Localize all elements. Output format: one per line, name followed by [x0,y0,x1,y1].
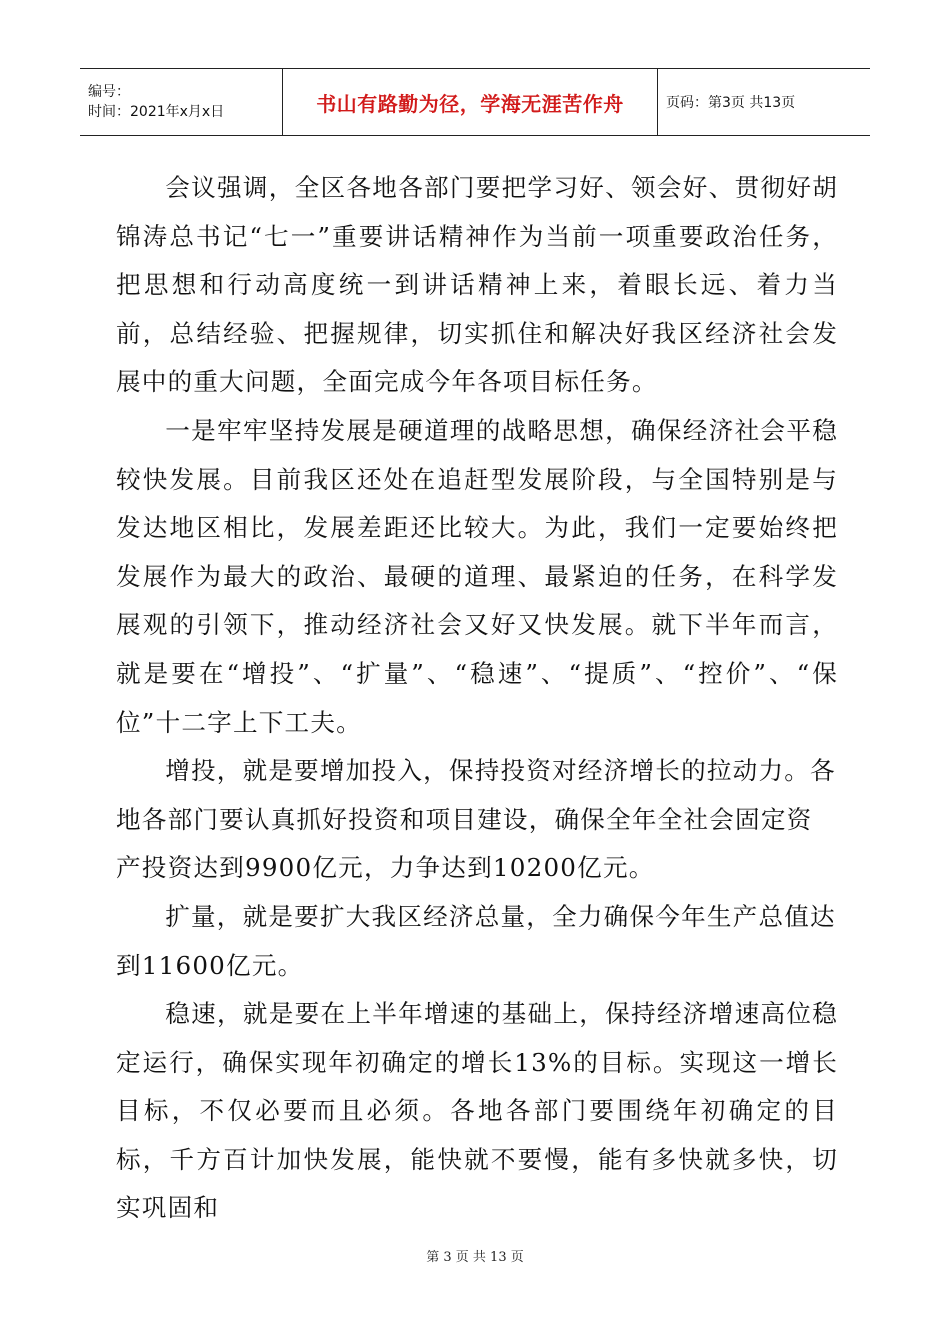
paragraph: 扩量，就是要扩大我区经济总量，全力确保今年生产总值达到11600亿元。 [116,901,836,980]
header-page-info-cell [658,69,870,135]
header-motto: 书山有路勤为径，学海无涯苦作舟 [316,91,624,116]
header-page-info: 页码：第3页 共13页 [666,95,796,111]
header-meta [80,69,283,135]
paragraph: 增投，就是要增加投入，保持投资对经济增长的拉动力。各地各部门要认真抓好投资和项目建设，确保全年全社会固定资产投资达到9900亿元，力争达到10200亿元。 [116,756,836,883]
paragraph: 会议强调，全区各地各部门要把学习好、领会好、贯彻好胡锦涛总书记“七一”重要讲话精神作为当前一项重要政治任务，把思想和行动高度统一到讲话精神上来，着眼长远、着力当前，总结经验、把握规律，切实抓住和解决好我区经济社会发展中的重大问题，全面完成今年各项目标任务。 [116,173,838,397]
document-number-label: 编号： [88,84,130,100]
page-footer: 第 3 页 共 13 页 [426,1250,524,1265]
document-header [80,68,870,136]
paragraph: 一是牢牢坚持发展是硬道理的战略思想，确保经济社会平稳较快发展。目前我区还处在追赶型发展阶段，与全国特别是与发达地区相比，发展差距还比较大。为此，我们一定要始终把发展作为最大的政治、最硬的道理、最紧迫的任务，在科学发展观的引领下，推动经济社会又好又快发展。就下半年而言，就是要在“增投”、“扩量”、“稳速”、“提质”、“控价”、“保位”十二字上下工夫。 [116,415,838,737]
document-time-label: 时间：2021年x月x日 [88,104,225,120]
paragraph: 稳速，就是要在上半年增速的基础上，保持经济增速高位稳定运行，确保实现年初确定的增长13%的目标。实现这一增长目标，不仅必要而且必须。各地各部门要围绕年初确定的目标，千方百计加快发展，能快就不要慢，能有多快就多快，切实巩固和 [116,999,838,1223]
document-body [116,164,838,1233]
header-motto-cell [283,69,658,135]
